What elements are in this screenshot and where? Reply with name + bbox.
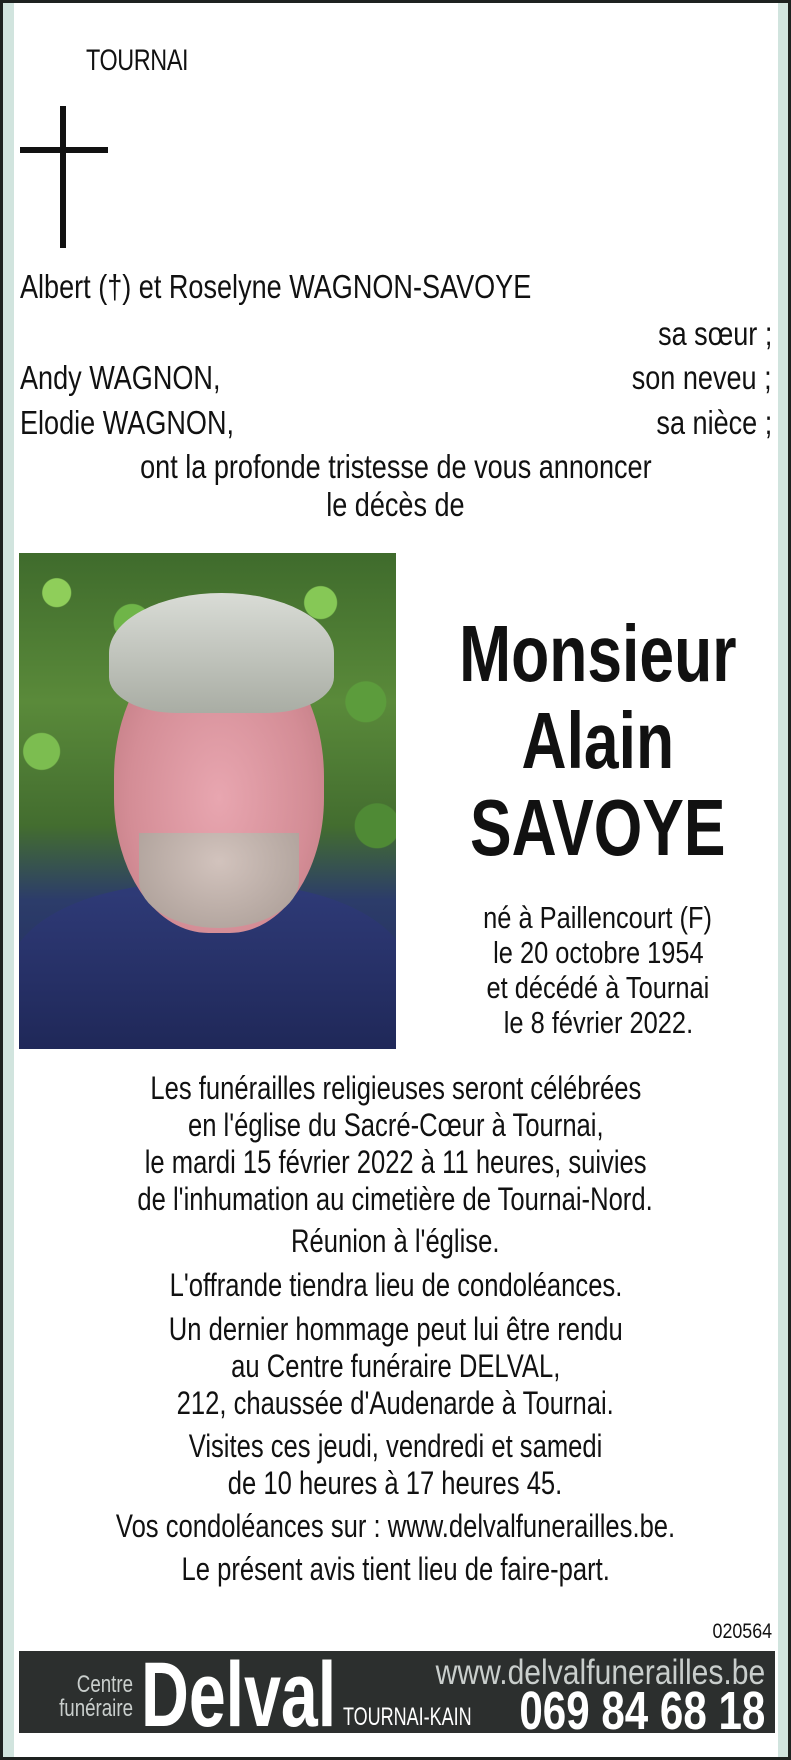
reference-number: 020564 <box>712 1620 772 1643</box>
city-heading: TOURNAI <box>86 44 189 77</box>
bio-line: le 20 octobre 1954 <box>492 935 704 970</box>
family-relation-sister: sa sœur ; <box>657 315 772 352</box>
family-member-andy: Andy WAGNON, <box>20 359 221 396</box>
announcement-line-1: ont la profonde tristesse de vous annoncer <box>139 448 652 485</box>
centre-funeraire-label: Centre funéraire <box>59 1671 133 1722</box>
family-relation-niece: sa nièce ; <box>656 404 772 441</box>
bio-line: né à Paillencourt (F) <box>483 900 713 935</box>
deceased-bio <box>418 900 778 1040</box>
website-link[interactable]: www.delvalfunerailles.be <box>435 1653 765 1692</box>
bio-line: le 8 février 2022. <box>503 1005 693 1040</box>
deceased-first-name: Alain <box>521 696 675 785</box>
tribute-details: Un dernier hommage peut lui être rendu au Centre funéraire DELVAL, 212, chaussée d'Audenarde à Tournai. <box>168 1311 623 1421</box>
announcement-line-2: le décès de <box>326 486 465 523</box>
phone-number[interactable]: 069 84 68 18 <box>519 1681 765 1733</box>
visit-hours: Visites ces jeudi, vendredi et samedi de 10 heures à 17 heures 45. <box>188 1428 603 1501</box>
condolences-link[interactable]: Vos condoléances sur : www.delvalfunerailles.be. <box>115 1508 676 1544</box>
family-relation-nephew: son neveu ; <box>632 359 772 396</box>
offering-note: L'offrande tiendra lieu de condoléances. <box>169 1267 622 1303</box>
meeting-note: Réunion à l'église. <box>291 1223 500 1259</box>
portrait-photo <box>19 553 396 1049</box>
deceased-title: Monsieur <box>459 609 737 698</box>
family-line-parents: Albert (†) et Roselyne WAGNON-SAVOYE <box>20 268 532 305</box>
family-member-elodie: Elodie WAGNON, <box>20 404 235 441</box>
bio-line: et décédé à Tournai <box>486 970 710 1005</box>
deceased-last-name: SAVOYE <box>470 783 726 872</box>
brand-logo: Delval <box>141 1651 337 1733</box>
funeral-details: Les funérailles religieuses seront célébrées en l'église du Sacré-Cœur à Tournai, le mardi 15 février 2022 à 11 heures, suivies de l'inhumation au cimetière de Tournai-Nord. <box>137 1070 654 1217</box>
funeral-home-banner <box>19 1651 775 1733</box>
location-label: TOURNAI-KAIN <box>343 1703 472 1731</box>
notice-statement: Le présent avis tient lieu de faire-part. <box>181 1551 610 1587</box>
